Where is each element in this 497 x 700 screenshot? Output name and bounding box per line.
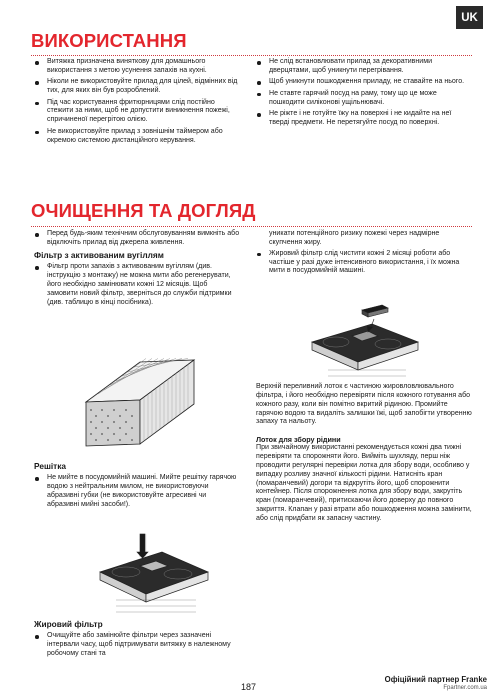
usage-section-title: ВИКОРИСТАННЯ	[31, 30, 187, 51]
usage-item-3: Під час користування фритюрницями слід постійно стежити за ними, щоб не допустити виникнення пожежі, спричиненої перегрітою олією.	[34, 99, 240, 126]
grid-dishwasher-illustration	[96, 530, 212, 614]
usage-item-4: Не використовуйте прилад з зовнішнім таймером або окремою системою дистанційного керування.	[34, 128, 240, 146]
usage-section-divider	[31, 55, 472, 56]
tray-block	[256, 383, 472, 524]
brand-footer	[360, 675, 487, 691]
usage-item-2: Ніколи не використовуйте прилад для цілей, відмінних від тих, для яких він був розроблений.	[34, 78, 240, 96]
grease-filter-continuation: уникати потенційного ризику пожежі через надмірне скупчення жиру.	[269, 230, 440, 246]
grid-block	[34, 459, 240, 512]
carbon-filter-illustration	[82, 350, 198, 454]
grease-filter-block	[34, 617, 240, 661]
usage-item-8: Не ріжте і не готуйте їжу на поверхні і не кидайте на неї тверді предмети. Не перетягуйте посуд по поверхні.	[256, 110, 470, 128]
usage-item-7: Не ставте гарячий посуд на раму, тому що це може пошкодити силіконові ущільнювачі.	[256, 90, 470, 108]
grease-filter-item: Очищуйте або замінюйте фільтри через зазначені інтервали часу, щоб підтримувати витяжку в належному робочому стані та	[34, 632, 240, 659]
cleaning-intro-item: Перед будь-яким технічним обслуговуванням вимкніть або відключіть прилад від джерела живлення.	[34, 230, 240, 248]
brand-website: Fpartner.com.ua	[443, 685, 487, 691]
page-number: 187	[241, 682, 257, 692]
language-badge: UK	[456, 6, 483, 29]
usage-left-column	[34, 58, 240, 148]
usage-item-5: Не слід встановлювати прилад за декоративними дверцятами, щоб уникнути перегрівання.	[256, 58, 470, 76]
usage-item-1: Витяжка призначена виняткову для домашнього використання з метою усунення запахів на кухні.	[34, 58, 240, 76]
grid-heading: Решітка	[34, 461, 66, 471]
carbon-filter-heading: Фільтр з активованим вугіллям	[34, 250, 164, 261]
cleaning-section-divider	[31, 226, 472, 227]
usage-item-6: Щоб уникнути пошкодження приладу, не ставайте на нього.	[256, 78, 470, 87]
cleaning-section-title: ОЧИЩЕННЯ ТА ДОГЛЯД	[31, 200, 256, 221]
overflow-tray-text: Верхній переливний лоток є частиною жировловлювального фільтра, і його необхідно перевіряти після кожного готування або кожного разу, коли він помітно вкритий рідиною. Промийте гарячою водою та видаліть залишки їжі, щоб запобігти утворенню запаху та нальоту.	[256, 383, 472, 426]
cleaning-left-column	[34, 230, 240, 310]
liquid-tray-heading: Лоток для збору рідини	[256, 435, 341, 445]
liquid-tray-text: При звичайному використанні рекомендується кожні два тижні перевіряти та спорожняти його. Вийміть шухляду, перш ніж проводити регулярні перевірки лотка для збору води, особливо у випадку розливу значної кількості рідини. Натисніть кран (помаранчевий) догори та відкрутіть його, щоб спорожнити контейнер. Після спорожнення лотка для збору води, закрутіть кран (помаранчевий), притискаючи його доверху до повного закриття. Клапан у разі втрати або пошкодження можна замінити, або слід придбати як запасну частину.	[256, 444, 472, 522]
grease-filter-illustration	[308, 304, 422, 382]
brand-partner-label: Офіційний партнер Franke	[384, 675, 487, 684]
carbon-filter-item: Фільтр проти запахів з активованим вугіллям (див. інструкцію з монтажу) не можна мити або регенерувати, його необхідно замінювати кожні 12 місяців. Щоб замовити новий фільтр, зверніться до служби підтримки (див. таблицю в кінці посібника).	[34, 263, 240, 307]
grease-filter-frequency-item: Жировий фільтр слід чистити кожні 2 місяці роботи або частіше у разі дуже інтенсивного використання, і їх можна мити в посудомийній машині.	[256, 250, 470, 277]
cleaning-right-column	[256, 230, 470, 279]
grid-item: Не мийте в посудомийній машині. Мийте решітку гарячою водою з нейтральним милом, не використовуючи абразивні губки (не використовуйте агресивні чи абразивні мийні засоби!).	[34, 474, 240, 509]
grease-filter-heading: Жировий фільтр	[34, 619, 103, 629]
usage-right-column	[256, 58, 470, 130]
